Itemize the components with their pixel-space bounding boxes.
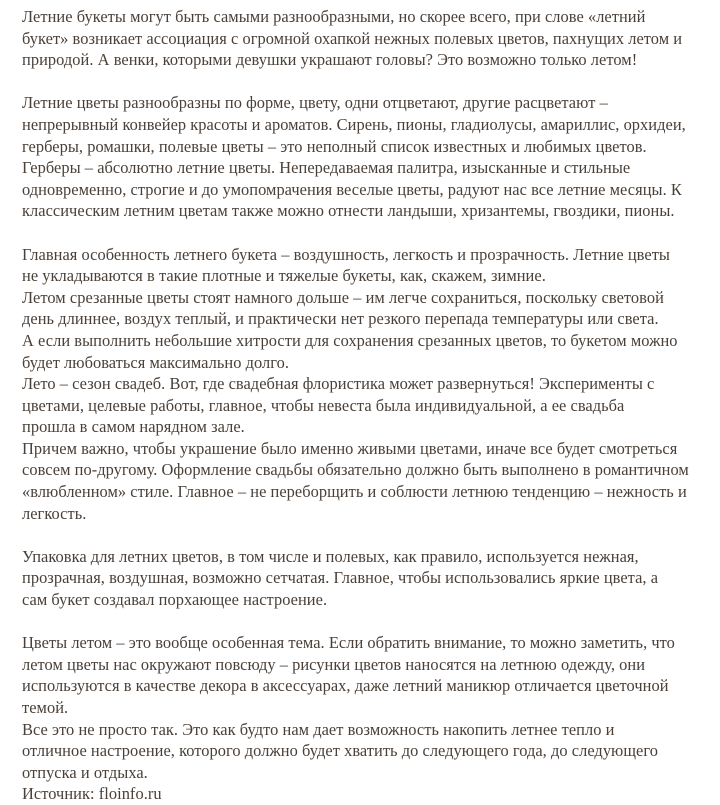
paragraph-flowers-theme (22, 632, 718, 783)
text-line: день длиннее, воздух теплый, и практически нет резкого перепада температуры или света. (22, 309, 659, 329)
source-credit: Источник: floinfo.ru (22, 784, 162, 804)
text-line: Главная особенность летнего букета – воздушность, легкость и прозрачность. Летние цветы (22, 244, 670, 264)
paragraph-packaging (22, 546, 718, 611)
text-line: Все это не просто так. Это как будто нам дает возможность накопить летнее тепло и (22, 719, 615, 739)
paragraph-summer-flowers (22, 92, 718, 222)
text-line: прошла в самом нарядном зале. (22, 417, 245, 437)
paragraph-intro (22, 6, 718, 71)
text-line: цветами, целевые работы, главное, чтобы невеста была индивидуальной, а ее свадьба (22, 395, 625, 415)
text-line: совсем по-другому. Оформление свадьбы обязательно должно быть выполнено в романтичном (22, 460, 689, 480)
text-line: будет любоваться максимально долго. (22, 352, 290, 372)
text-line: прозрачная, воздушная, возможно сетчатая. Главное, чтобы использовались яркие цвета, а (22, 568, 659, 588)
text-line: Летние букеты могут быть самыми разнообразными, но скорее всего, при слове «летний (22, 7, 646, 26)
text-line: Цветы летом – это вообще особенная тема. Если обратить внимание, то можно заметить, что (22, 633, 675, 653)
text-line: отпуска и отдыха. (22, 762, 148, 782)
text-line: сам букет создавал порхающее настроение. (22, 590, 328, 610)
text-line: одновременно, строгие и до умопомрачения веселые цветы, радуют нас все летние месяцы. К (22, 179, 682, 199)
text-line: летом цветы нас окружают повсюду – рисунки цветов наносятся на летнюю одежду, они (22, 654, 646, 674)
text-line: природой. А венки, которыми девушки украшают головы? Это возможно только летом! (22, 50, 638, 70)
text-line: классическим летним цветам также можно отнести ландыши, хризантемы, гвоздики, пионы. (22, 201, 675, 221)
text-line: Упаковка для летних цветов, в том числе и полевых, как правило, используется нежная, (22, 546, 639, 566)
text-line: используются в качестве декора в аксессуарах, даже летний маникюр отличается цветочной (22, 676, 669, 696)
article-body (22, 6, 718, 805)
text-line: Лето – сезон свадеб. Вот, где свадебная флористика может развернуться! Эксперименты с (22, 374, 655, 394)
text-line: легкость. (22, 503, 87, 523)
text-line: Летние цветы разнообразны по форме, цвету, одни отцветают, другие расцветают – (22, 93, 608, 113)
text-line: непрерывный конвейер красоты и ароматов. Сирень, пионы, гладиолусы, амариллис, орхидеи, (22, 114, 686, 134)
text-line: Причем важно, чтобы украшение было именно живыми цветами, иначе все будет смотреться (22, 438, 678, 458)
text-line: не укладываются в такие плотные и тяжелые букеты, как, скажем, зимние. (22, 266, 546, 286)
text-line: Герберы – абсолютно летние цветы. Непередаваемая палитра, изысканные и стильные (22, 158, 631, 178)
text-line: букет» возникает ассоциация с огромной охапкой нежных полевых цветов, пахнущих летом и (22, 28, 683, 48)
text-line: герберы, ромашки, полевые цветы – это неполный список известных и любимых цветов. (22, 136, 647, 156)
text-line: отличное настроение, которого должно будет хватить до следующего года, до следующего (22, 741, 658, 761)
text-line: «влюбленном» стиле. Главное – не переборщить и соблюсти летнюю тенденцию – нежность и (22, 482, 687, 502)
paragraph-bouquet-features (22, 244, 718, 525)
text-line: Летом срезанные цветы стоят намного дольше – им легче сохраниться, поскольку световой (22, 287, 664, 307)
text-line: темой. (22, 698, 69, 717)
text-line: А если выполнить небольшие хитрости для сохранения срезанных цветов, то букетом можно (22, 330, 678, 350)
